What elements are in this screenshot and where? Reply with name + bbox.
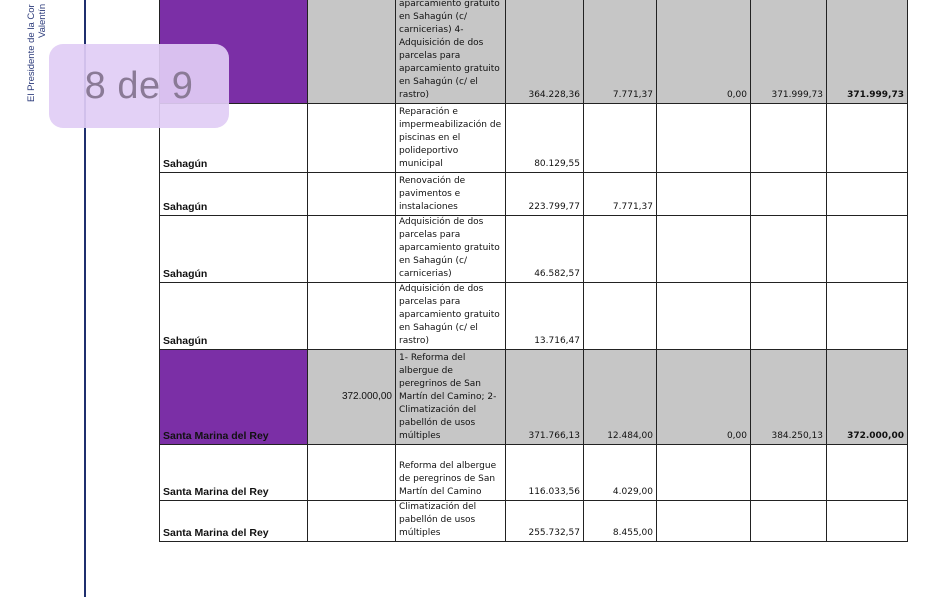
iva-cell [584, 104, 657, 173]
other-cell [657, 216, 751, 283]
page-indicator-badge [49, 44, 229, 128]
description-cell: Reparación e impermeabilización de piscinas en el polideportivo municipal [396, 104, 506, 173]
grant-cell [827, 216, 908, 283]
amount-cell: 223.799,77 [506, 173, 584, 216]
total-cell [751, 445, 827, 501]
assigned-cell: 372.000,00 [308, 350, 396, 445]
other-cell [657, 501, 751, 542]
municipality-cell: Santa Marina del Rey [160, 501, 308, 542]
municipality-cell: Sahagún [160, 173, 308, 216]
description-cell: Adquisición de dos parcelas para aparcamiento gratuito en Sahagún (c/ carnicerias) [396, 216, 506, 283]
grant-cell: 371.999,73 [827, 0, 908, 104]
amount-cell: 364.228,36 [506, 0, 584, 104]
assigned-cell [308, 0, 396, 104]
other-cell: 0,00 [657, 350, 751, 445]
sidebar-line-1: El Presidente de la Cor [26, 4, 37, 102]
total-cell [751, 501, 827, 542]
assigned-cell [308, 501, 396, 542]
iva-cell: 12.484,00 [584, 350, 657, 445]
description-cell: Renovación de pavimentos e instalaciones [396, 173, 506, 216]
assigned-cell [308, 104, 396, 173]
grant-cell: 372.000,00 [827, 350, 908, 445]
table-row-total [160, 0, 908, 104]
total-cell [751, 104, 827, 173]
description-cell: 1- Reforma del albergue de peregrinos de San Martín del Camino; 2- Climatización del pabellón de usos múltiples [396, 350, 506, 445]
total-cell [751, 216, 827, 283]
municipality-cell: Santa Marina del Rey [160, 445, 308, 501]
amount-cell: 80.129,55 [506, 104, 584, 173]
iva-cell: 7.771,37 [584, 173, 657, 216]
assigned-cell [308, 283, 396, 350]
table-row [160, 104, 908, 173]
grant-cell [827, 501, 908, 542]
iva-cell [584, 216, 657, 283]
assigned-cell [308, 445, 396, 501]
iva-cell: 4.029,00 [584, 445, 657, 501]
table-row [160, 283, 908, 350]
other-cell [657, 445, 751, 501]
grant-cell [827, 104, 908, 173]
iva-cell [584, 283, 657, 350]
description-cell: Climatización del pabellón de usos múltiples [396, 501, 506, 542]
grant-cell [827, 283, 908, 350]
grant-cell [827, 173, 908, 216]
iva-cell: 8.455,00 [584, 501, 657, 542]
other-cell: 0,00 [657, 0, 751, 104]
amount-cell: 255.732,57 [506, 501, 584, 542]
municipality-cell: Sahagún [160, 104, 308, 173]
total-cell: 384.250,13 [751, 350, 827, 445]
other-cell [657, 173, 751, 216]
sidebar-line-2: Valentín [37, 3, 48, 38]
description-cell: aparcamiento gratuito en Sahagún (c/ carnicerias) 4- Adquisición de dos parcelas para aparcamiento gratuito en Sahagún (c/ el rastro) [396, 0, 506, 104]
description-cell: Adquisición de dos parcelas para aparcamiento gratuito en Sahagún (c/ el rastro) [396, 283, 506, 350]
total-cell [751, 283, 827, 350]
table-row-total [160, 350, 908, 445]
amount-cell: 13.716,47 [506, 283, 584, 350]
grants-table [159, 0, 908, 542]
total-cell: 371.999,73 [751, 0, 827, 104]
table-row [160, 445, 908, 501]
municipality-cell: Sahagún [160, 283, 308, 350]
description-cell: Reforma del albergue de peregrinos de San Martín del Camino [396, 445, 506, 501]
municipality-cell: Sahagún [160, 216, 308, 283]
other-cell [657, 283, 751, 350]
table-row [160, 173, 908, 216]
total-cell [751, 173, 827, 216]
page-indicator-label: 8 de 9 [84, 64, 194, 107]
other-cell [657, 104, 751, 173]
amount-cell: 371.766,13 [506, 350, 584, 445]
amount-cell: 46.582,57 [506, 216, 584, 283]
amount-cell: 116.033,56 [506, 445, 584, 501]
table-row [160, 216, 908, 283]
iva-cell: 7.771,37 [584, 0, 657, 104]
municipality-cell: Santa Marina del Rey [160, 350, 308, 445]
assigned-cell [308, 216, 396, 283]
grant-cell [827, 445, 908, 501]
table-row [160, 501, 908, 542]
assigned-cell [308, 173, 396, 216]
